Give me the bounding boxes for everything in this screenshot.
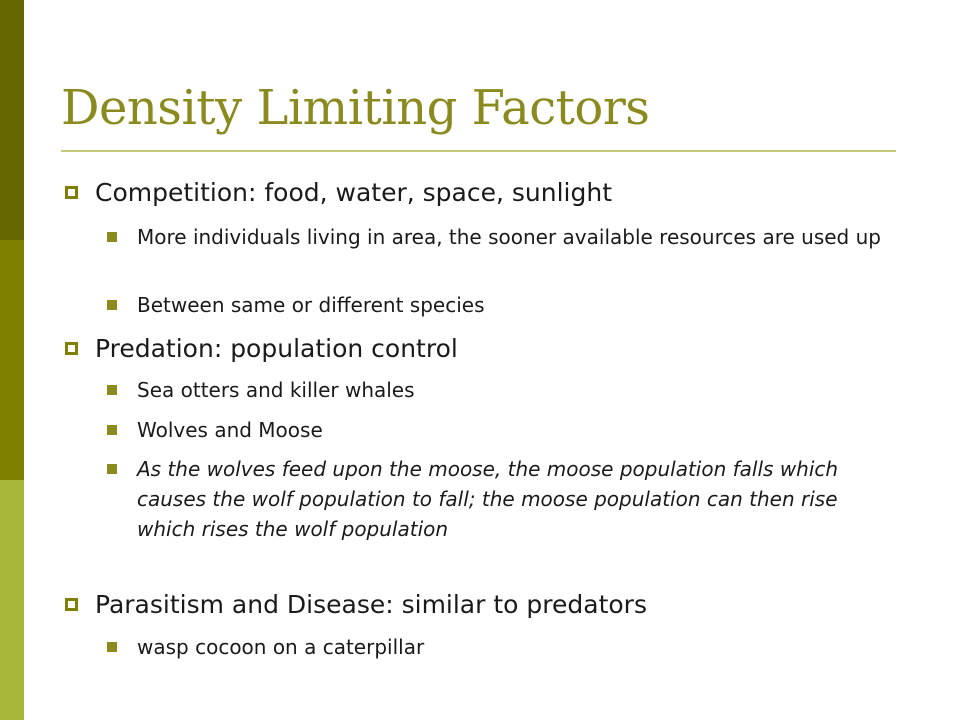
hollow-square-bullet-icon [65, 342, 78, 355]
hollow-square-bullet-icon [65, 598, 78, 611]
square-bullet-icon [107, 232, 117, 242]
slide-title: Density Limiting Factors [61, 80, 650, 136]
bullet-text: Predation: population control [95, 334, 458, 363]
sub-bullet-text: Sea otters and killer whales [137, 378, 415, 402]
sub-bullet-text: More individuals living in area, the sooner available resources are used up [137, 225, 881, 249]
sub-bullet-text: wasp cocoon on a caterpillar [137, 635, 425, 659]
square-bullet-icon [107, 425, 117, 435]
bullet-text: Competition: food, water, space, sunlight [95, 178, 612, 207]
bullet-predation [95, 334, 458, 363]
square-bullet-icon [107, 642, 117, 652]
sub-bullet [137, 290, 897, 320]
square-bullet-icon [107, 300, 117, 310]
bullet-parasitism [95, 590, 647, 619]
sub-bullet-text: Between same or different species [137, 293, 485, 317]
bullet-text: Parasitism and Disease: similar to predators [95, 590, 647, 619]
sub-bullet [137, 454, 897, 544]
bullet-competition [95, 178, 612, 207]
sub-bullet-text: Wolves and Moose [137, 418, 323, 442]
hollow-square-bullet-icon [65, 186, 78, 199]
sub-bullet [137, 222, 897, 252]
square-bullet-icon [107, 464, 117, 474]
sub-bullet-text: As the wolves feed upon the moose, the moose population falls which causes the wolf population to fall; the moose population can then rise which rises the wolf population [137, 457, 839, 541]
square-bullet-icon [107, 385, 117, 395]
sub-bullet [137, 632, 897, 662]
sub-bullet [137, 415, 897, 445]
sub-bullet [137, 375, 897, 405]
